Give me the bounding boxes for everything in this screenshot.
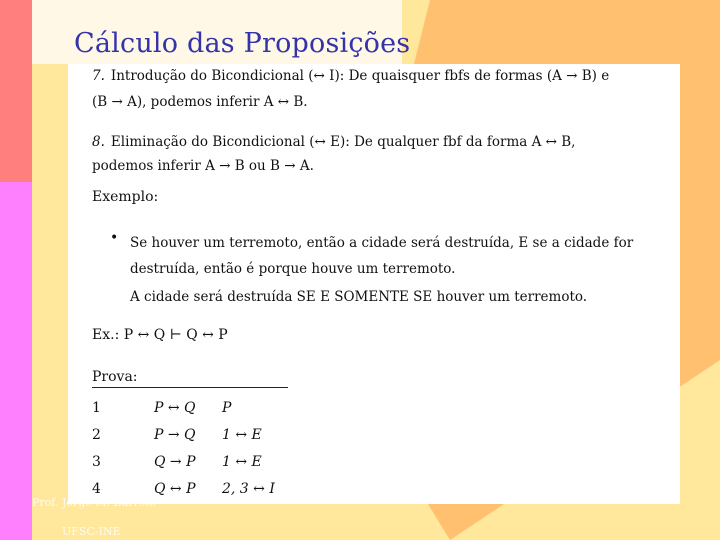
proof-justification: 1 ↔ E	[222, 426, 262, 443]
rule-text-line2: podemos inferir A → B ou B → A.	[92, 158, 314, 174]
rule-text-line1: Introdução do Bicondicional (↔ I): De quaisquer fbfs de formas (A → B) e	[110, 68, 610, 84]
proof-line-number: 1	[92, 399, 101, 416]
example-heading: Exemplo:	[92, 189, 159, 205]
bullet-line3: A cidade será destruída SE E SOMENTE SE houver um terremoto.	[130, 289, 588, 305]
table-row	[92, 448, 275, 475]
rule-8	[92, 132, 667, 176]
rule-number: 8.	[92, 134, 105, 150]
rule-text-line1: Eliminação do Bicondicional (↔ E): De qualquer fbf da forma A ↔ B,	[110, 134, 576, 150]
table-row	[92, 421, 275, 448]
proof-table	[92, 394, 275, 502]
proof-line-number: 3	[92, 453, 101, 470]
bullet-line2: destruída, então é porque houve um terremoto.	[130, 261, 456, 277]
rule-7	[92, 66, 667, 112]
proof-justification: 1 ↔ E	[222, 453, 262, 470]
example-bullet	[130, 230, 650, 310]
proof-block	[92, 369, 288, 502]
example-statement: Ex.: P ↔ Q ⊢ Q ↔ P	[92, 327, 228, 343]
proof-justification: 2, 3 ↔ I	[222, 480, 275, 497]
proof-formula: Q ↔ P	[154, 480, 196, 497]
slide-footer	[32, 495, 156, 539]
proof-formula: P ↔ Q	[154, 399, 196, 416]
slide-content	[68, 64, 680, 504]
slide-title: Cálculo das Proposições	[74, 28, 411, 59]
table-row	[92, 394, 275, 421]
proof-formula: Q → P	[154, 453, 196, 470]
footer-institution: UFSC-INE	[62, 525, 121, 538]
rule-text-line2: (B → A), podemos inferir A ↔ B.	[92, 94, 308, 110]
proof-line-number: 2	[92, 426, 101, 443]
proof-justification: P	[222, 399, 232, 416]
footer-author: Prof. Jorge M. Barreto	[32, 496, 157, 509]
bullet-dot-icon: •	[110, 230, 119, 246]
left-red-band	[0, 0, 32, 182]
rule-number: 7.	[92, 68, 105, 84]
bullet-line1: Se houver um terremoto, então a cidade será destruída, E se a cidade for	[130, 235, 634, 251]
left-pink-band	[0, 182, 32, 540]
proof-heading: Prova:	[92, 369, 288, 388]
proof-formula: P → Q	[154, 426, 196, 443]
proof-line-number: 4	[92, 480, 101, 497]
